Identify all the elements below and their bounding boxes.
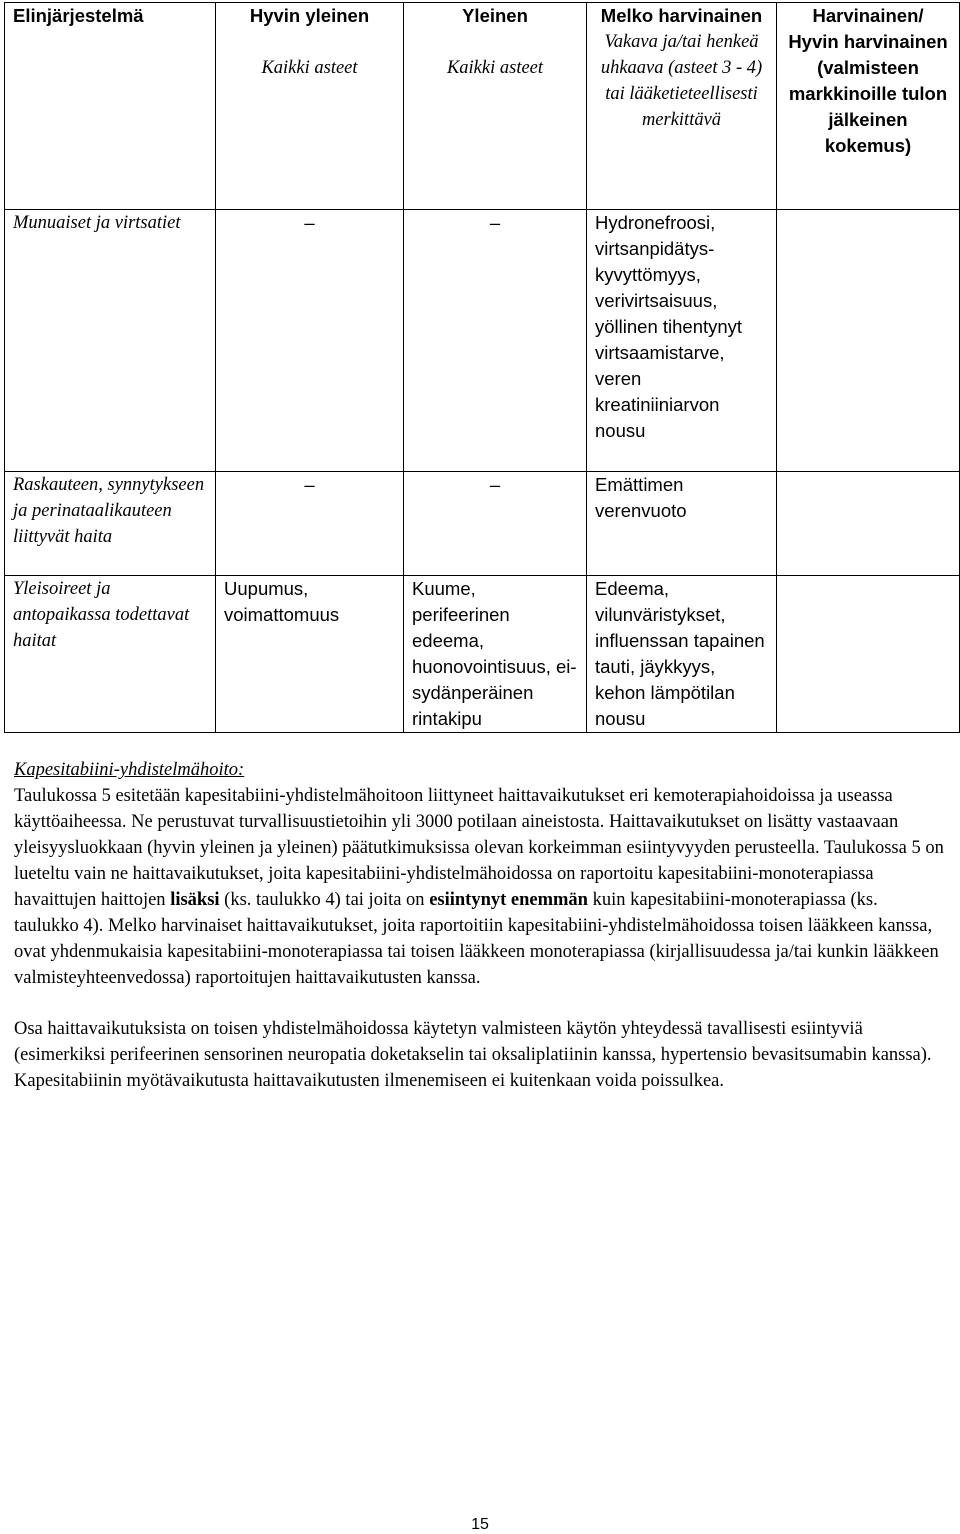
- row-uncommon: Emättimen verenvuoto: [587, 472, 777, 576]
- body-text: [14, 757, 944, 1119]
- emphasis-lisaksi: lisäksi: [170, 890, 220, 910]
- table-row: [5, 472, 960, 576]
- header-uncommon-sub: Vakava ja/tai henkeä uhkaava (asteet 3 - 4) tai lääketieteellisesti merkittävä: [600, 32, 763, 130]
- header-soc: Elinjärjestelmä: [5, 3, 216, 210]
- row-soc: Munuaiset ja virtsatiet: [5, 210, 216, 472]
- row-uncommon: Edeema, vilunväristykset, influenssan tapainen tauti, jäykkyys, kehon lämpötilan nousu: [587, 576, 777, 733]
- row-common: –: [404, 472, 587, 576]
- row-very-common: –: [216, 472, 404, 576]
- table-row: [5, 210, 960, 472]
- row-uncommon: Hydronefroosi, virtsanpidätys-kyvyttömyys, verivirtsaisuus, yöllinen tihentynyt virtsaamistarve, veren kreatiniiniarvon nousu: [587, 210, 777, 472]
- row-very-common: Uupumus, voimattomuus: [216, 576, 404, 733]
- row-rare: [777, 210, 960, 472]
- header-very-common: Hyvin yleinen Kaikki asteet: [216, 3, 404, 210]
- header-rare: Harvinainen/ Hyvin harvinainen (valmisteen markkinoille tulon jälkeinen kokemus): [777, 3, 960, 210]
- emphasis-enemman: esiintynyt enemmän: [429, 890, 588, 910]
- header-common-sub: Kaikki asteet: [446, 58, 544, 78]
- adverse-reactions-table: [4, 2, 960, 733]
- paragraph-2: Osa haittavaikutuksista on toisen yhdistelmähoidossa käytetyn valmisteen käytön yhteydessä tavallisesti esiintyviä (esimerkiksi perifeerinen sensorinen neuropatia doketakselin tai oksaliplatiinin kanssa, hypertensio bevasitsumabin kanssa). Kapesitabiinin myötävaikutusta haittavaikutusten ilmenemiseen ei kuitenkaan voida poissulkea.: [14, 1019, 932, 1091]
- row-rare: [777, 576, 960, 733]
- table-row: [5, 576, 960, 733]
- row-very-common: –: [216, 210, 404, 472]
- section-heading: Kapesitabiini-yhdistelmähoito:: [14, 760, 245, 780]
- row-common: –: [404, 210, 587, 472]
- row-soc: Raskauteen, synnytykseen ja perinataalikauteen liittyvät haita: [5, 472, 216, 576]
- header-uncommon: Melko harvinainen Vakava ja/tai henkeä uhkaava (asteet 3 - 4) tai lääketieteellisesti merkittävä: [587, 3, 777, 210]
- row-common: Kuume, perifeerinen edeema, huonovointisuus, ei-sydänperäinen rintakipu: [404, 576, 587, 733]
- table-header-row: [5, 3, 960, 210]
- page-number: 15: [471, 1516, 489, 1533]
- header-very-common-sub: Kaikki asteet: [261, 58, 358, 78]
- paragraph-1: Taulukossa 5 esitetään kapesitabiini-yhdistelmähoitoon liittyneet haittavaikutukset eri kemoterapiahoidoissa ja useassa käyttöaiheessa. Ne perustuvat turvallisuustietoihin yli 3000 potilaan aineistosta. Haittavaikutukset on lisätty vastaavaan yleisyysluokkaan (hyvin yleinen ja yleinen) päätutkimuksissa olevan korkeimman esiintyvyyden perusteella. Taulukossa 5 on lueteltu vain ne haittavaikutukset, joita kapesitabiini-yhdistelmähoidossa on raportoitu kapesitabiini-monoterapiassa havaittujen haittojen lisäksi (ks. taulukko 4) tai joita on esiintynyt enemmän kuin kapesitabiini-monoterapiassa (ks. taulukko 4). Melko harvinaiset haittavaikutukset, joita raportoitiin kapesitabiini-yhdistelmähoidossa toisen lääkkeen kanssa, ovat yhdenmukaisia kapesitabiini-monoterapiassa tai toisen lääkkeen monoterapiassa (kirjallisuudessa ja/tai kunkin lääkkeen valmisteyhteenvedossa) raportoitujen haittavaikutusten kanssa.: [14, 786, 944, 988]
- header-common: Yleinen Kaikki asteet: [404, 3, 587, 210]
- row-rare: [777, 472, 960, 576]
- row-soc: Yleisoireet ja antopaikassa todettavat haitat: [5, 576, 216, 733]
